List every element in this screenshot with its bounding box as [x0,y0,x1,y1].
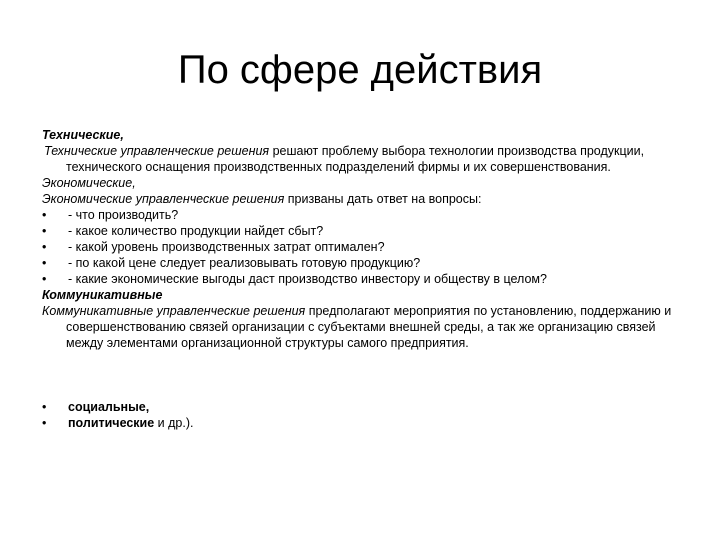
economic-text: призваны дать ответ на вопросы: [284,192,482,206]
list-item: • - какие экономические выгоды даст производство инвестору и обществу в целом? [42,272,547,286]
communicative-heading: Коммуникативные [42,288,163,302]
list-item: • - по какой цене следует реализовывать готовую продукцию? [42,256,421,270]
technical-paragraph [42,143,692,175]
bullet-icon: • [42,416,47,430]
technical-term: Технические управленческие решения [44,144,270,158]
economic-questions-list [42,207,692,287]
communicative-text: предполагают мероприятия по установлению, поддержанию и совершенствованию связей организации с субъектами внешней среды, а так же организацию связей между элементами организационной структуры самого предприятия. [66,304,672,350]
economic-term: Экономические управленческие решения [42,192,285,206]
slide-body [42,127,692,431]
bullet-icon: • [42,208,47,222]
economic-heading: Экономические, [42,176,136,190]
list-item: • политические и др.). [42,416,194,430]
list-item: • - что производить? [42,208,179,222]
technical-heading: Технические, [42,128,124,142]
bullet-icon: • [42,240,47,254]
economic-paragraph [42,191,692,207]
communicative-term: Коммуникативные управленческие решения [42,304,306,318]
technical-text: решают проблему выбора технологии производства продукции, технического оснащения производственных подразделений фирмы и их совершенствования. [66,144,645,174]
list-item: • - какое количество продукции найдет сбыт? [42,224,324,238]
slide-title: По сфере действия [177,48,543,92]
bullet-icon: • [42,256,47,270]
bullet-icon: • [42,224,47,238]
list-item: • - какой уровень производственных затрат оптимален? [42,240,385,254]
bullet-icon: • [42,400,47,414]
list-item: • социальные, [42,400,150,414]
extra-list [42,399,692,431]
communicative-paragraph [42,303,692,351]
bullet-icon: • [42,272,47,286]
